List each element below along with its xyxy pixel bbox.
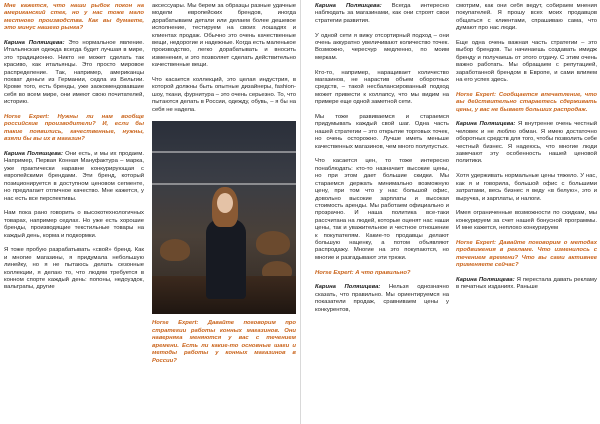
left-page-column-2 — [152, 3, 296, 372]
answer-text: Нельзя однозначно сказать, что правильно. Мы ориентируемся на показатели продаж, сравниваем цены у конкурентов, — [315, 284, 449, 313]
store-interior-photo — [152, 121, 296, 314]
interview-question: Horse Expert: А что правильно? — [315, 269, 411, 276]
body-paragraph: Мы тоже развиваемся и стараемся придумывать каждый свой шаг. Одна часть нашей стратегии – это открытие торговых точек, но очень осторожно. Лучше иметь меньше качественных магазинов, чем много полупустых. — [315, 114, 449, 150]
interview-answer — [315, 3, 449, 25]
body-paragraph: смотрим, как они себя ведут, собираем мнения покупателей. Я прошу всех моих продавцов общаться с клиентами, спрашиваю сама, что думают про нас люди. — [456, 3, 597, 32]
body-paragraph: Еще одна очень важная часть стратегии – это выбор брендов. Ты начинаешь создавать имидж бренду и получаешь от этого отдачу. С этим очень важно работать. Мы обращаем с репутацией, заработанной брендом в Европе, и сами влияем на его успех здесь. — [456, 40, 597, 84]
body-paragraph: Кто-то, например, наращивает количество магазинов, не нарастив объем оборотных средств, – такой несбалансированный подход может привести к коллапсу, что мы видим на примере еще одной заметной сети. — [315, 69, 449, 106]
interview-answer — [4, 151, 144, 203]
interview-answer — [4, 40, 144, 107]
body-paragraph: У одной сети я вижу отсортирный подход – они очень аккуратно увеличивают количество точек. Возможно, чересчур медленно, по моим меркам. — [315, 32, 449, 61]
answer-text: Я перестала давать рекламу в печатных изданиях. Раньше — [456, 276, 597, 291]
speaker-name: Карина Поляшцева: — [4, 151, 63, 158]
body-paragraph: Имея ограниченные возможности по скидкам, мы конкурируем за счет нашей бонусной программы. И мне кажется, неплохо конкурируем — [456, 210, 597, 232]
body-paragraph: аксессуары. Мы берем за образцы разные удачные модели европейских брендов, иногда дорабатываем детали или делаем более дешевое исполнение, тестируем на своих лошадях и клиентах продаж. Обычно это очень качественные вещи, недорогие и надежные. Когда есть маленькое производство, легко дорабатывать и вносить изменения, и это позволяет сделать действительно качественные вещи. — [152, 3, 296, 69]
speaker-name: Карина Поляшцева: — [315, 284, 381, 291]
body-paragraph: Нам пока рано говорить о высокотехнологичных товарах, например седлах. Но уже есть хорошие бренды, производящие текстильные товары на каждый день, корма и подкормки. — [4, 210, 144, 239]
interview-question: Horse Expert: Нужны ли нам вообще российские производители? И, если бы такие появились, качественные, нужны, взяли бы вы их в магазин? — [4, 114, 144, 143]
right-page — [300, 0, 600, 424]
left-page-column-1 — [4, 3, 144, 299]
interview-answer — [456, 277, 597, 292]
body-paragraph: Я тоже пробую разрабатывать «свой» бренд. Как и многие магазины, я придумала небольшую линейку, но я не пытаюсь делать сезонные коллекции, я делаю то, что людям требуется в конном спорте каждый день: попоны, недоуздок, вальтрапы, другие — [4, 247, 144, 291]
right-page-column-1 — [315, 3, 449, 321]
answer-text: Всегда интересно наблюдать за магазинами, как они строят свои стратегии развития. — [315, 3, 449, 24]
interview-question: Horse Expert: Давайте поговорим про стратегии работы конных магазинов. Они наверняка меняются у вас с течением времени. Есть ли какие-то основные шаги и методы работы у конных магазинов в России? — [152, 320, 296, 364]
speaker-name: Карина Поляшцева: — [315, 3, 382, 9]
interview-answer — [456, 121, 597, 165]
right-page-column-2 — [456, 3, 597, 299]
speaker-name: Карина Поляшцева: — [456, 121, 516, 128]
answer-text: Это нормальное явление. Итальянская одежда всегда будет лучшая в мире, это традиционно. Никто не может сделать так красиво, как итальянцы. Это просто мировое распределение. Так, например, американцы похват деньги из Германии, седла из Бельгии. Кроме того, есть бренды, уже заокомендовавшие себя во всем мире, они имеют свою почитателей, историю. — [4, 40, 144, 106]
body-paragraph: Что касается цен, то тоже интересно понаблюдать: кто-то назначает высокие цены, но при этом дает большие скидки. Мы стараемся держать минимально возможную цену, при том что у нас большой офис, довольно высокие зарплаты и высокая стоимость аренды. Мы работаем официально и прозрачно. И наша политика все-таки рассчитана на людей, которые оценят нас наши цены, так и уважительное и честное отношение к покупателям. Какие-то продавцы делают большую наценку, а потом объявляют распродажу. Многие на это покупаются, но многие и разгадывают эти трюки. — [315, 158, 449, 261]
speaker-name: Карина Поляшцева: — [456, 276, 515, 283]
body-paragraph: Хотя удерживать нормальные цены тяжело. У нас, как я и говорила, большой офис с большими затратами, весь бизнес я веду «в белую», это и выручка, и зарплаты, и налоги. — [456, 173, 597, 202]
answer-text: Они есть, и мы их продаем. Например, Первая Конная Мануфактура – марка, уже практически наравне конкурирующая с европейскими брендами. Эти бренд, который позиционируется в доступном ценовом сегменте, но предлагает отличное качество. Мне кажется, у нас есть все перспективы. — [4, 151, 144, 202]
interview-question: Horse Expert: Давайте поговорим о методах продвижения в рекламе. Что изменилось с течением времени? Что вы сами активнее применяете сейчас? — [456, 239, 597, 269]
interview-question: Мне кажется, что наши рыбок покон на американский стек, но у нас тоже мало местного производства. Как вы думаете, это минус нашего рынка? — [4, 3, 144, 32]
interview-question: Horse Expert: Сообщается впечатление, что вы действительно стараетесь сдерживать цены, у вас не бывает больших распродаж. — [456, 91, 597, 113]
answer-text: Я внутренне очень честный человек и не люблю обман. Я имею достаточно оборотных средств для того, чтобы позволить себе честный бизнес. Я надеюсь, что многие люди замечают эту особенность нашей ценовой политики. — [456, 121, 597, 165]
interview-answer — [315, 284, 449, 314]
speaker-name: Карина Поляшцева: — [4, 40, 65, 47]
body-paragraph: Что касается коллекций, это целая индустрия, в которой должны быть опытные дизайнеры, fashion-шоу, ткани, фурнитура – это очень серьезно. То, что пытаются делать в России, одежду, обувь, – я бы на себя не надела. — [152, 77, 296, 113]
